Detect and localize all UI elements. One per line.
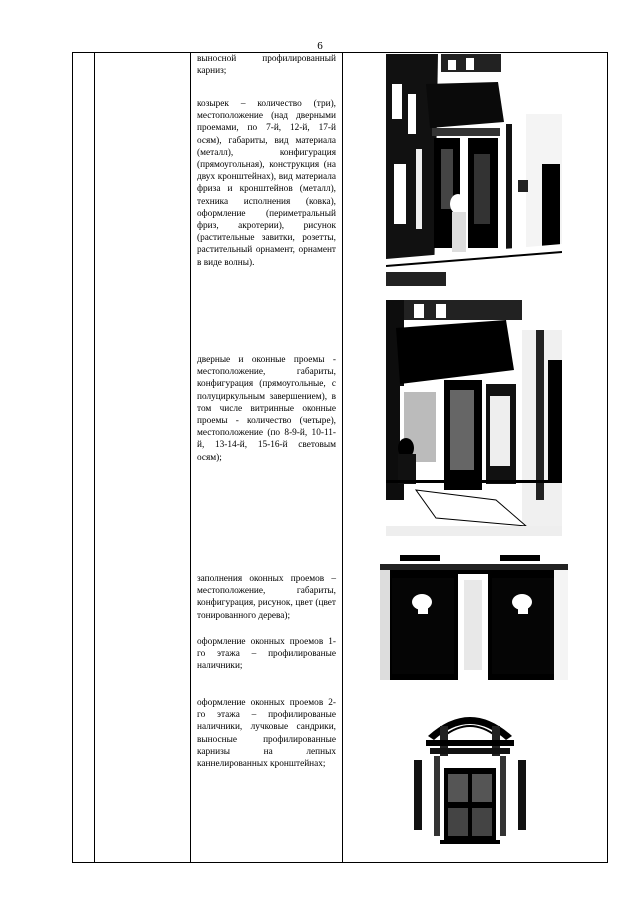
- paragraph-canopy: козырек – количество (три), местоположение (над дверными проемами, по 7-й, 12-й, 17-й осям), габариты, вид материала (металл), конфигурация (прямоугольная), конструкция (на двух кронштейнах), вид материала фриза и кронштейнов (металл), техника исполнения (ковка), оформление (периметральный фриз, акротерии), рисунок (растительные завитки, розетты, растительный орнамент, орнамент в виде волны).: [197, 99, 336, 268]
- photo-shop-windows: [380, 552, 568, 680]
- table-column-divider: [342, 52, 343, 863]
- table-column-divider: [607, 52, 608, 863]
- paragraph-openings: дверные и оконные проемы - местоположение, габариты, конфигурация (прямоугольные, с полуциркульным завершением), в том числе витринные оконные проемы - количество (четыре), местоположение (по 8-9-й, 10-11-й, 13-14-й, 15-16-й световым осям);: [197, 355, 336, 463]
- photo-shopfront-canopy: [386, 300, 562, 536]
- table-column-divider: [72, 52, 73, 863]
- paragraph-second-floor-windows: оформление оконных проемов 2-го этажа – профилированые наличники, лучковые сандрики, выносные профилированные карнизы на лепных каннелированных кронштейнах;: [197, 698, 336, 770]
- table-top-border: [72, 52, 608, 53]
- table-column-divider: [190, 52, 191, 863]
- table-bottom-border: [72, 862, 608, 863]
- table-column-divider: [94, 52, 95, 863]
- photo-window-surround: [414, 696, 526, 846]
- page-number: 6: [317, 40, 323, 52]
- paragraph-window-fillings: заполнения оконных проемов – местоположение, габариты, конфигурация, рисунок, цвет (цвет тонированного дерева);: [197, 574, 336, 621]
- paragraph-ground-floor-windows: оформление оконных проемов 1-го этажа – профилированые наличники;: [197, 637, 336, 672]
- paragraph-cornice: выносной профилированный карниз;: [197, 54, 336, 77]
- photo-facade-canopy: [386, 54, 562, 286]
